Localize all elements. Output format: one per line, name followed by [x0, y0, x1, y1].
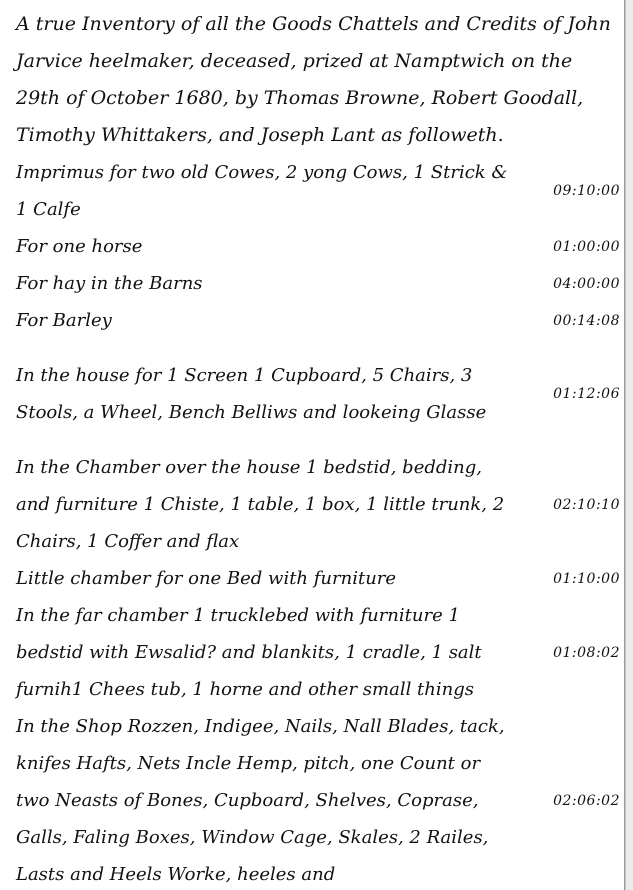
entry-description: In the house for 1 Screen 1 Cupboard, 5 Chairs, 3 Stools, a Wheel, Bench Belliws and lookeing Glasse	[16, 365, 487, 423]
entry-description: In the far chamber 1 trucklebed with furniture 1 bedstid with Ewsalid? and blankits, 1 cradle, 1 salt furnih1 Chees tub, 1 horne and other small things	[16, 605, 482, 700]
inventory-entry	[16, 449, 620, 560]
entry-description: In the Shop Rozzen, Indigee, Nails, Nall Blades, tack, knifes Hafts, Nets Incle Hemp, pitch, one Count or two Neasts of Bones, Cupboard, Shelves, Coprase, Galls, Faling Boxes, Window Cage, Skales, 2 Railes, Lasts and Heels Worke, heeles and	[16, 716, 505, 885]
inventory-entry	[16, 228, 620, 265]
section-gap	[16, 431, 620, 449]
inventory-entry	[16, 302, 620, 339]
inventory-document	[16, 6, 620, 890]
inventory-entry	[16, 560, 620, 597]
entry-amount: 02:06:02	[553, 792, 620, 809]
scrollbar[interactable]	[625, 0, 633, 890]
entry-amount: 09:10:00	[553, 183, 620, 199]
entry-amount: 01:12:06	[553, 386, 620, 402]
entry-description: For one horse	[16, 236, 143, 257]
entry-amount: 00:14:08	[553, 312, 620, 329]
entry-description: Imprimus for two old Cowes, 2 yong Cows, 1 Strick & 1 Calfe	[16, 162, 508, 220]
entry-description: Little chamber for one Bed with furniture	[16, 568, 397, 589]
entry-amount: 04:00:00	[553, 275, 620, 292]
inventory-entry	[16, 357, 620, 431]
entry-amount: 02:10:10	[553, 496, 620, 513]
entry-description: For hay in the Barns	[16, 273, 203, 294]
entry-amount: 01:00:00	[553, 238, 620, 255]
inventory-entry	[16, 597, 620, 708]
inventory-entry	[16, 265, 620, 302]
inventory-entry	[16, 708, 620, 890]
entry-amount: 01:10:00	[553, 570, 620, 587]
entry-amount: 01:08:02	[553, 644, 620, 661]
entry-description: In the Chamber over the house 1 bedstid, bedding, and furniture 1 Chiste, 1 table, 1 box, 1 little trunk, 2 Chairs, 1 Coffer and flax	[16, 457, 505, 552]
entry-description: For Barley	[16, 310, 112, 331]
section-gap	[16, 339, 620, 357]
inventory-heading: A true Inventory of all the Goods Chattels and Credits of John Jarvice heelmaker, deceased, prized at Namptwich on the 29th of October 1680, by Thomas Browne, Robert Goodall, Timothy Whittakers, and Joseph Lant as followeth.	[16, 13, 611, 146]
inventory-entry	[16, 154, 620, 228]
